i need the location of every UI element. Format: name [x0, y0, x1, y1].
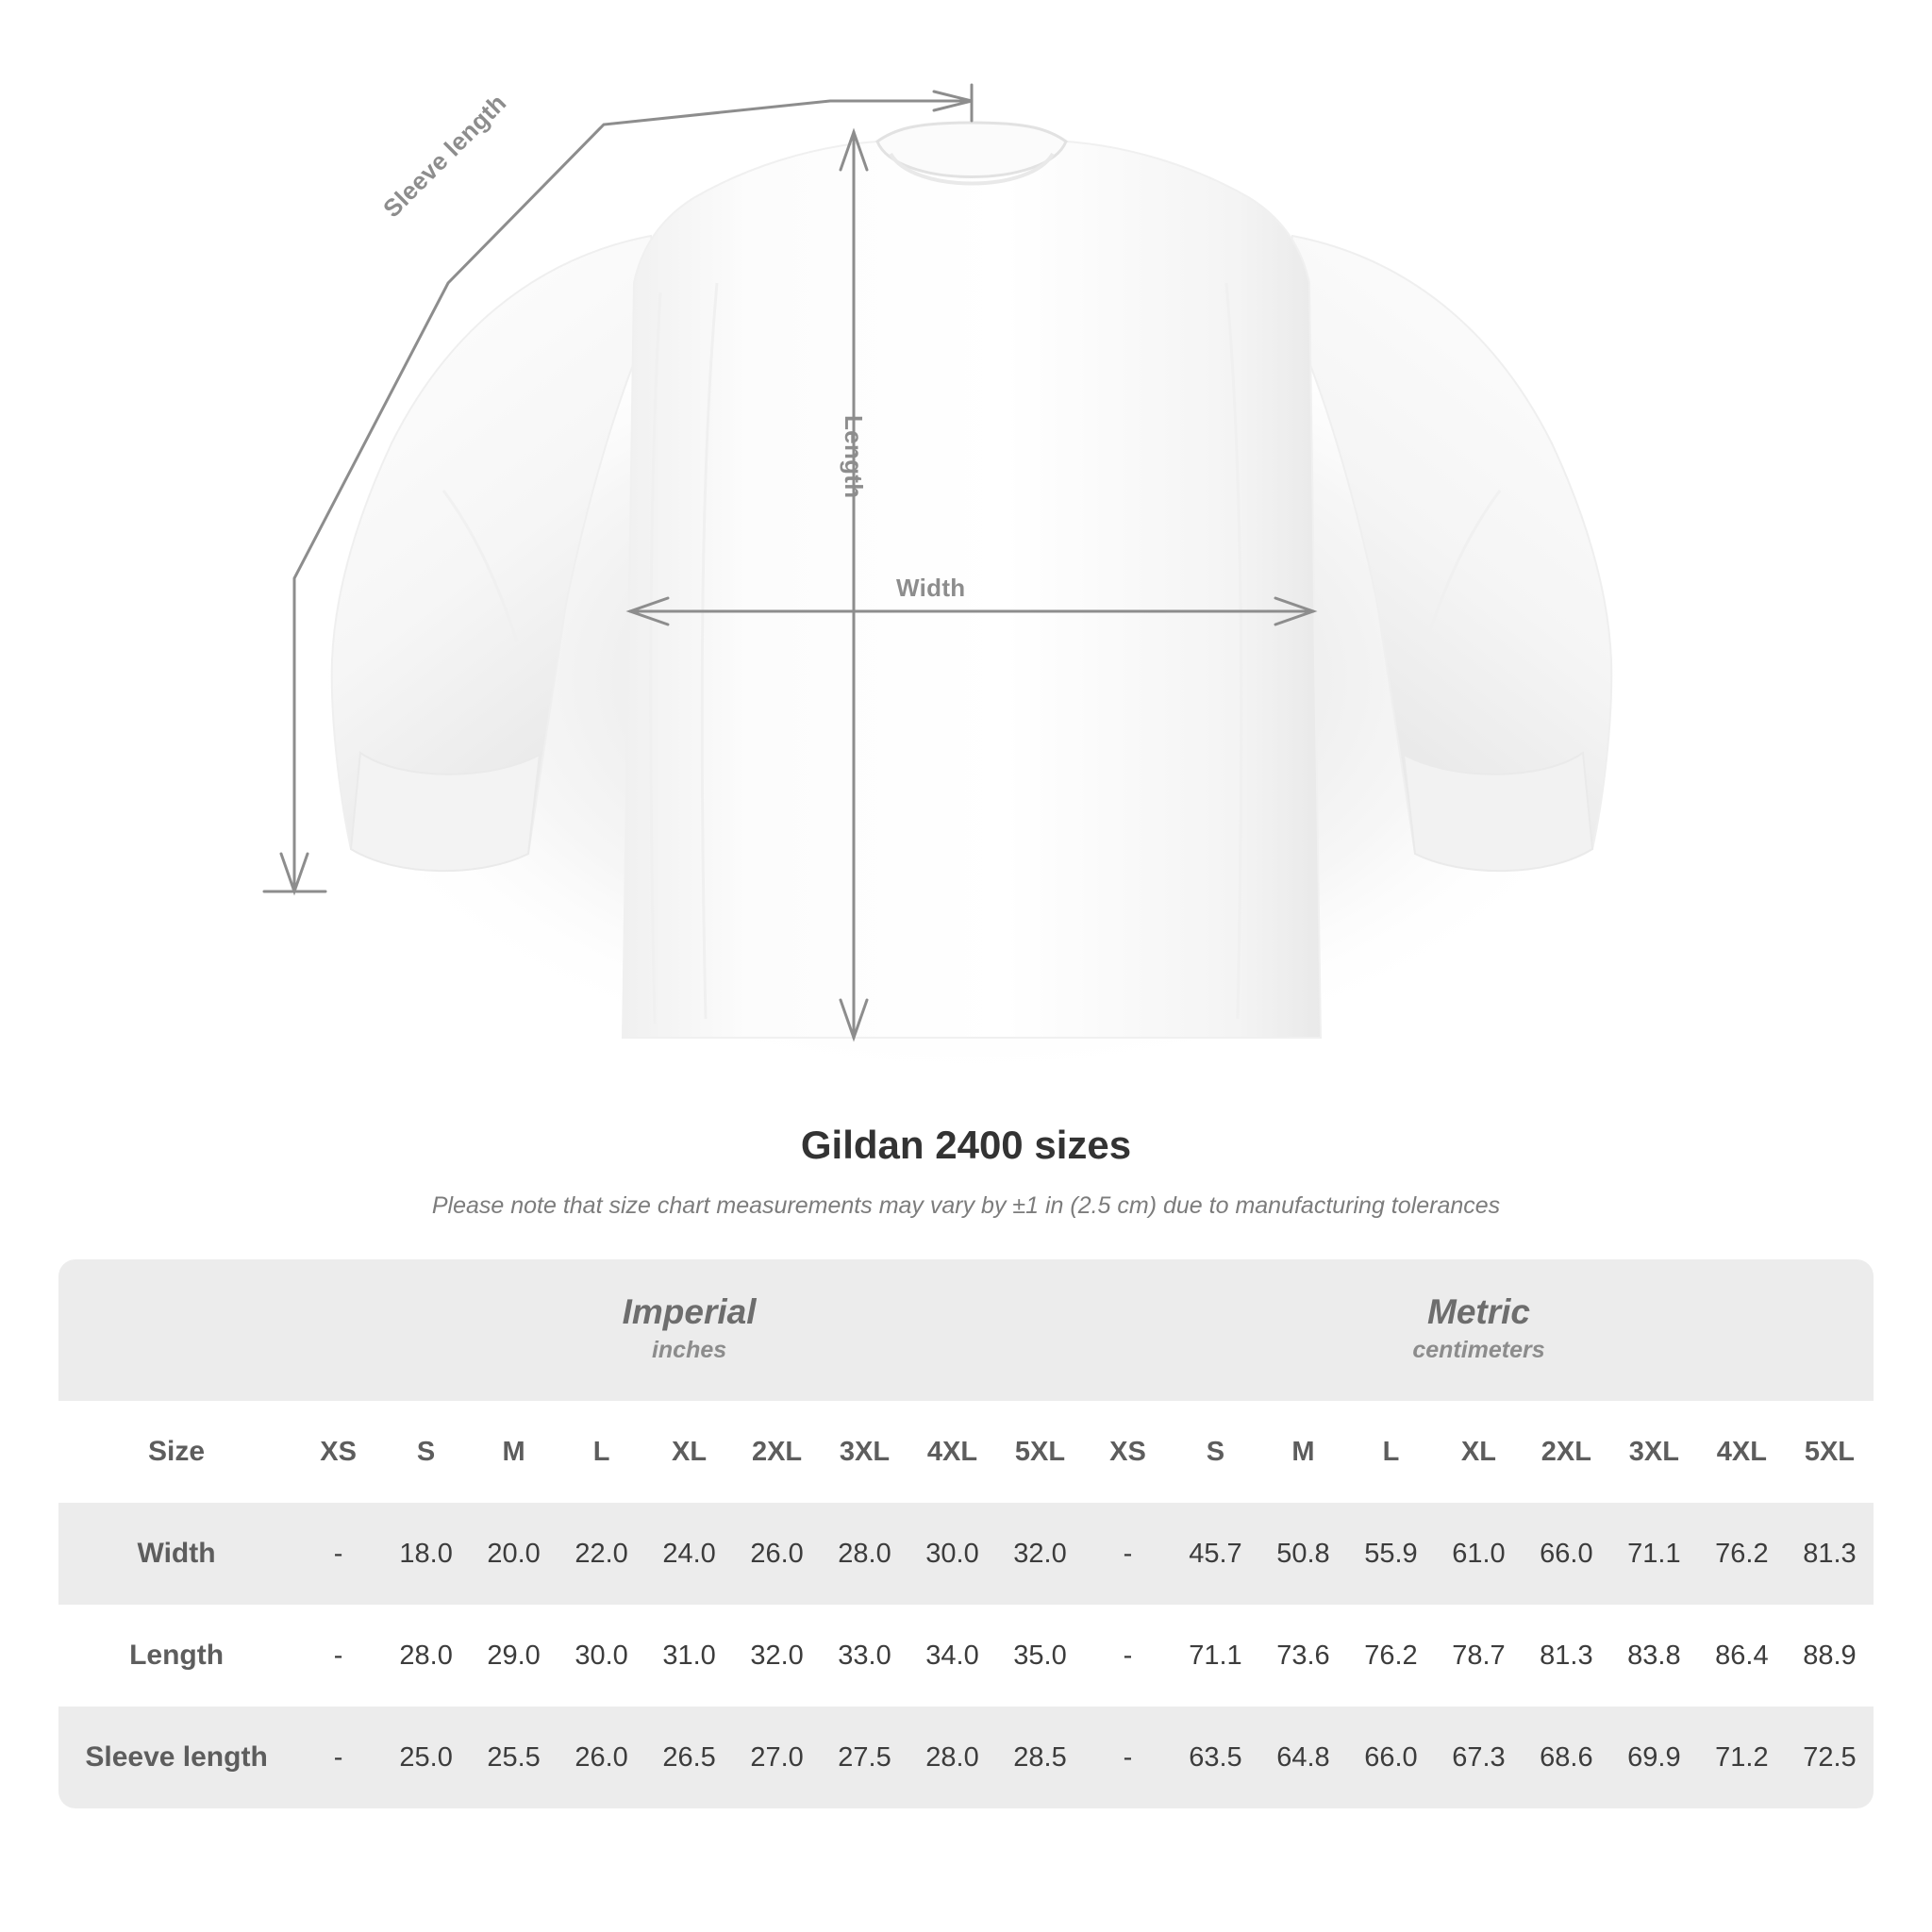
cell-width-metric-l: 55.9 [1347, 1503, 1435, 1605]
size-header-metric-l: L [1347, 1401, 1435, 1503]
unit-header-row [58, 1259, 1874, 1401]
cell-width-metric-s: 45.7 [1172, 1503, 1259, 1605]
size-header-imperial-l: L [558, 1401, 645, 1503]
cell-sleeve-metric-5xl: 72.5 [1786, 1707, 1874, 1808]
cell-width-imperial-3xl: 28.0 [821, 1503, 908, 1605]
cell-length-imperial-xl: 31.0 [645, 1605, 733, 1707]
cell-length-imperial-5xl: 35.0 [996, 1605, 1084, 1707]
row-label-sleeve-length: Sleeve length [58, 1707, 294, 1808]
size-header-imperial-4xl: 4XL [908, 1401, 996, 1503]
cell-width-metric-2xl: 66.0 [1523, 1503, 1610, 1605]
size-header-metric-2xl: 2XL [1523, 1401, 1610, 1503]
cell-sleeve-metric-m: 64.8 [1259, 1707, 1347, 1808]
cell-width-imperial-s: 18.0 [382, 1503, 470, 1605]
cell-length-metric-5xl: 88.9 [1786, 1605, 1874, 1707]
cell-width-metric-5xl: 81.3 [1786, 1503, 1874, 1605]
cell-width-metric-xs: - [1084, 1503, 1172, 1605]
size-header-metric-s: S [1172, 1401, 1259, 1503]
cell-width-metric-4xl: 76.2 [1698, 1503, 1786, 1605]
cell-width-metric-3xl: 71.1 [1610, 1503, 1698, 1605]
sleeve-length-label: Sleeve length [377, 88, 512, 224]
cell-sleeve-imperial-l: 26.0 [558, 1707, 645, 1808]
size-header-imperial-3xl: 3XL [821, 1401, 908, 1503]
cell-sleeve-imperial-xl: 26.5 [645, 1707, 733, 1808]
size-header-metric-xl: XL [1435, 1401, 1523, 1503]
row-label-length: Length [58, 1605, 294, 1707]
page-title: Gildan 2400 sizes [800, 1123, 1132, 1167]
cell-length-metric-s: 71.1 [1172, 1605, 1259, 1707]
cell-length-metric-l: 76.2 [1347, 1605, 1435, 1707]
cell-length-metric-m: 73.6 [1259, 1605, 1347, 1707]
cell-length-metric-2xl: 81.3 [1523, 1605, 1610, 1707]
cell-length-imperial-3xl: 33.0 [821, 1605, 908, 1707]
unit-name-imperial: Imperial [622, 1291, 757, 1331]
table-row-width [58, 1503, 1874, 1605]
tolerance-note: Please note that size chart measurements may vary by ±1 in (2.5 cm) due to manufacturing tolerances [431, 1192, 1501, 1219]
cell-length-imperial-4xl: 34.0 [908, 1605, 996, 1707]
cell-length-metric-xl: 78.7 [1435, 1605, 1523, 1707]
size-header-metric-m: M [1259, 1401, 1347, 1503]
cell-width-imperial-4xl: 30.0 [908, 1503, 996, 1605]
size-header-imperial-xs: XS [294, 1401, 382, 1503]
cell-sleeve-imperial-xs: - [294, 1707, 382, 1808]
cell-length-metric-xs: - [1084, 1605, 1172, 1707]
cell-length-imperial-2xl: 32.0 [733, 1605, 821, 1707]
size-table-wrap [0, 1259, 1932, 1808]
unit-name-metric: Metric [1427, 1291, 1530, 1331]
size-header-metric-4xl: 4XL [1698, 1401, 1786, 1503]
cell-width-imperial-xs: - [294, 1503, 382, 1605]
cell-length-imperial-s: 28.0 [382, 1605, 470, 1707]
size-header-imperial-5xl: 5XL [996, 1401, 1084, 1503]
unit-sub-imperial: inches [651, 1336, 727, 1363]
cell-length-imperial-xs: - [294, 1605, 382, 1707]
size-header-metric-3xl: 3XL [1610, 1401, 1698, 1503]
cell-length-imperial-m: 29.0 [470, 1605, 558, 1707]
cell-length-imperial-l: 30.0 [558, 1605, 645, 1707]
cell-length-metric-4xl: 86.4 [1698, 1605, 1786, 1707]
table-row-sleeve-length [58, 1707, 1874, 1808]
size-chart-table [58, 1259, 1874, 1808]
size-header-label: Size [58, 1401, 294, 1503]
title-block [0, 1123, 1932, 1220]
unit-header-metric [1084, 1259, 1874, 1401]
size-header-imperial-s: S [382, 1401, 470, 1503]
cell-sleeve-metric-xs: - [1084, 1707, 1172, 1808]
unit-sub-metric: centimeters [1412, 1336, 1545, 1363]
cell-width-imperial-m: 20.0 [470, 1503, 558, 1605]
cell-sleeve-imperial-m: 25.5 [470, 1707, 558, 1808]
unit-header-spacer [58, 1259, 294, 1401]
cell-width-imperial-5xl: 32.0 [996, 1503, 1084, 1605]
cell-sleeve-metric-l: 66.0 [1347, 1707, 1435, 1808]
size-header-imperial-2xl: 2XL [733, 1401, 821, 1503]
size-header-metric-xs: XS [1084, 1401, 1172, 1503]
cell-sleeve-imperial-4xl: 28.0 [908, 1707, 996, 1808]
cell-sleeve-metric-4xl: 71.2 [1698, 1707, 1786, 1808]
length-label: Length [840, 415, 868, 499]
cell-sleeve-metric-2xl: 68.6 [1523, 1707, 1610, 1808]
cell-sleeve-imperial-s: 25.0 [382, 1707, 470, 1808]
cell-sleeve-metric-xl: 67.3 [1435, 1707, 1523, 1808]
size-header-imperial-m: M [470, 1401, 558, 1503]
cell-length-metric-3xl: 83.8 [1610, 1605, 1698, 1707]
cell-width-imperial-l: 22.0 [558, 1503, 645, 1605]
shirt-body [623, 140, 1321, 1038]
cell-width-metric-m: 50.8 [1259, 1503, 1347, 1605]
unit-header-imperial [294, 1259, 1084, 1401]
size-header-metric-5xl: 5XL [1786, 1401, 1874, 1503]
cell-width-metric-xl: 61.0 [1435, 1503, 1523, 1605]
cell-sleeve-metric-3xl: 69.9 [1610, 1707, 1698, 1808]
cell-width-imperial-2xl: 26.0 [733, 1503, 821, 1605]
table-row-length [58, 1605, 1874, 1707]
width-label: Width [896, 574, 966, 602]
size-header-imperial-xl: XL [645, 1401, 733, 1503]
cell-sleeve-imperial-5xl: 28.5 [996, 1707, 1084, 1808]
cell-width-imperial-xl: 24.0 [645, 1503, 733, 1605]
cell-sleeve-metric-s: 63.5 [1172, 1707, 1259, 1808]
cell-sleeve-imperial-2xl: 27.0 [733, 1707, 821, 1808]
row-label-width: Width [58, 1503, 294, 1605]
size-header-row [58, 1401, 1874, 1503]
cell-sleeve-imperial-3xl: 27.5 [821, 1707, 908, 1808]
